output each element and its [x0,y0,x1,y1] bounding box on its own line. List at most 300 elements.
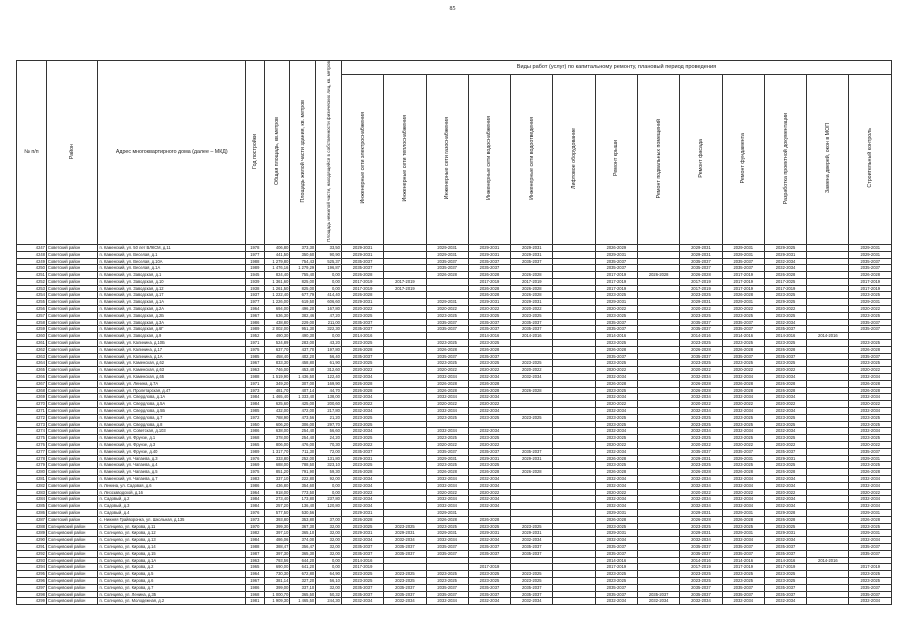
cell-work-period: 2032-2034 [638,598,680,605]
cell-year: 1968 [246,435,265,442]
cell-work-period: 2026-2028 [426,272,468,279]
cell-work-period [807,428,849,435]
cell-year: 1984 [246,496,265,503]
cell-district: Советский район [46,489,98,496]
cell-work-period: 2029-2031 [722,251,764,258]
cell-nonresidential-area: 32,00 [316,523,342,530]
cell-work-period: 2029-2031 [849,509,892,516]
cell-work-period [553,299,595,306]
cell-work-period [553,503,595,510]
cell-residential-area: 1 465,50 [290,598,316,605]
cell-nonresidential-area: 138,00 [316,394,342,401]
cell-work-period: 2023-2025 [595,312,637,319]
cell-work-period: 2026-2028 [849,387,892,394]
cell-num: 4266 [17,374,47,381]
cell-year: 1983 [246,476,265,483]
cell-num: 4287 [17,516,47,523]
cell-work-period: 2029-2031 [849,251,892,258]
cell-nonresidential-area: 43,20 [316,340,342,347]
table-row [17,340,892,347]
cell-work-period: 2029-2031 [764,251,806,258]
cell-work-period: 2017-2019 [722,272,764,279]
cell-work-period: 2032-2034 [722,496,764,503]
cell-address: п. Каменский, ул. Заводская, д.10 [98,278,246,285]
cell-num: 4280 [17,469,47,476]
cell-work-period: 2023-2025 [849,292,892,299]
cell-work-period: 2032-2034 [341,394,383,401]
cell-work-period: 2035-2037 [764,550,806,557]
cell-district: Советский район [46,469,98,476]
cell-work-period: 2026-2028 [341,346,383,353]
cell-work-period: 2023-2025 [595,387,637,394]
cell-work-period [426,278,468,285]
cell-work-period [807,380,849,387]
cell-total-area: 378,00 [264,435,290,442]
cell-work-period: 2020-2022 [595,489,637,496]
cell-work-period [807,374,849,381]
cell-work-period: 2023-2025 [426,414,468,421]
cell-work-period: 2023-2025 [680,292,722,299]
cell-total-area: 458,40 [264,353,290,360]
cell-work-period: 2035-2037 [341,326,383,333]
col-header-work-10: Ремонт фундамента [722,74,764,244]
cell-work-period: 2020-2022 [426,306,468,313]
cell-nonresidential-area: 0,00 [316,557,342,564]
cell-num: 4259 [17,326,47,333]
cell-work-period: 2023-2025 [764,414,806,421]
cell-work-period: 2026-2028 [722,380,764,387]
cell-work-period: 2020-2022 [764,367,806,374]
cell-work-period: 2023-2025 [849,435,892,442]
cell-work-period: 2032-2034 [849,496,892,503]
cell-num: 4254 [17,292,47,299]
cell-work-period [553,442,595,449]
cell-address: п. Каменский, ул. Заводская, д.6Г [98,326,246,333]
cell-work-period: 2029-2031 [764,530,806,537]
cell-work-period: 2035-2037 [426,265,468,272]
cell-residential-area: 402,20 [290,353,316,360]
cell-year: 1964 [246,306,265,313]
cell-work-period: 2026-2028 [595,455,637,462]
cell-work-period: 2023-2025 [722,435,764,442]
cell-work-period [511,503,553,510]
cell-work-period: 2023-2025 [849,340,892,347]
cell-work-period: 2035-2037 [595,319,637,326]
cell-work-period [807,340,849,347]
cell-work-period: 2026-2029 [595,244,637,251]
cell-work-period [426,285,468,292]
cell-work-period [553,312,595,319]
cell-work-period: 2035-2037 [722,448,764,455]
cell-work-period: 2026-2028 [849,469,892,476]
cell-num: 4276 [17,442,47,449]
cell-work-period: 2035-2037 [849,265,892,272]
cell-district: Советский район [46,285,98,292]
cell-work-period [511,428,553,435]
cell-work-period: 2032-2034 [384,598,426,605]
cell-work-period: 2026-2028 [764,346,806,353]
cell-district: Советский район [46,360,98,367]
cell-nonresidential-area: 0,00 [316,272,342,279]
cell-work-period: 2023-2025 [511,414,553,421]
cell-address: п. Каменский, ул. Чапаева, д.5 [98,469,246,476]
cell-work-period: 2017-2019 [680,278,722,285]
cell-nonresidential-area: 217,80 [316,408,342,415]
cell-work-period: 2032-2034 [680,374,722,381]
table-row [17,272,892,279]
cell-residential-area: 825,00 [290,285,316,292]
cell-work-period: 2035-2037 [849,591,892,598]
cell-work-period [807,435,849,442]
table-row [17,360,892,367]
cell-work-period: 2017-2019 [595,272,637,279]
cell-district: Советский район [46,374,98,381]
cell-work-period: 2023-2025 [764,462,806,469]
cell-work-period [638,251,680,258]
cell-work-period: 2026-2028 [680,469,722,476]
cell-work-period: 2032-2034 [722,537,764,544]
cell-work-period: 2032-2034 [680,428,722,435]
cell-district: Солнцевский район [46,564,98,571]
cell-district: Советский район [46,312,98,319]
cell-work-period [553,387,595,394]
cell-work-period: 2035-2037 [384,584,426,591]
cell-work-period: 2035-2037 [468,448,510,455]
cell-work-period: 2035-2037 [680,591,722,598]
cell-num: 4283 [17,489,47,496]
cell-district: Солнцевский район [46,571,98,578]
cell-total-area: 636,30 [264,312,290,319]
works-super-header: Виды работ (услуг) по капитальному ремонту, плановый период проведения [341,61,891,75]
cell-work-period: 2020-2022 [764,306,806,313]
cell-num: 4263 [17,353,47,360]
cell-address: п. Каменский, ул. Ленина, д.7А [98,380,246,387]
cell-work-period: 2032-2034 [468,482,510,489]
cell-work-period: 2035-2037 [468,591,510,598]
cell-work-period: 2032-2034 [468,374,510,381]
cell-work-period: 2035-2037 [511,258,553,265]
cell-work-period: 2020-2022 [722,401,764,408]
cell-year: 1965 [246,442,265,449]
cell-work-period [384,401,426,408]
cell-num: 4293 [17,557,47,564]
cell-address: п. Каменский, ул. Пролетарская, д.47 [98,387,246,394]
cell-work-period [807,285,849,292]
cell-work-period: 2032-2034 [595,448,637,455]
cell-work-period: 2035-2037 [680,319,722,326]
cell-work-period: 2032-2034 [468,476,510,483]
cell-work-period [426,333,468,340]
cell-num: 4296 [17,577,47,584]
cell-work-period [553,428,595,435]
cell-total-area: 1 261,50 [264,285,290,292]
cell-residential-area: 356,47 [290,543,316,550]
cell-work-period: 2017-2019 [764,564,806,571]
cell-work-period: 2032-2034 [595,408,637,415]
cell-num: 4250 [17,265,47,272]
cell-work-period [426,557,468,564]
cell-total-area: 486,06 [264,537,290,544]
cell-residential-area: 791,90 [290,469,316,476]
cell-work-period: 2035-2037 [511,543,553,550]
cell-total-area: 1 000,70 [264,591,290,598]
cell-work-period [384,346,426,353]
cell-work-period: 2026-2028 [680,380,722,387]
cell-work-period: 2032-2034 [468,408,510,415]
cell-year: 1972 [246,414,265,421]
cell-work-period: 2023-2025 [764,421,806,428]
cell-work-period [807,543,849,550]
cell-num: 4298 [17,591,47,598]
cell-work-period [384,272,426,279]
cell-work-period: 2029-2025 [764,244,806,251]
cell-work-period: 2035-2037 [764,543,806,550]
cell-nonresidential-area: 606,60 [316,299,342,306]
cell-work-period [384,557,426,564]
cell-work-period [384,333,426,340]
cell-work-period: 2023-2025 [764,523,806,530]
cell-work-period [638,469,680,476]
cell-work-period [807,496,849,503]
cell-address: п. Каменский, ул. Заводская, д.1 [98,272,246,279]
cell-work-period [553,374,595,381]
cell-work-period: 2026-2028 [341,516,383,523]
cell-work-period [638,408,680,415]
cell-total-area: 397,10 [264,530,290,537]
cell-work-period: 2014-2016 [722,557,764,564]
cell-work-period [553,265,595,272]
cell-work-period: 2035-2037 [680,265,722,272]
cell-work-period: 2026-2028 [341,292,383,299]
cell-work-period [553,319,595,326]
cell-work-period: 2035-2037 [722,258,764,265]
cell-work-period: 2032-2034 [764,258,806,265]
cell-year: 1952 [246,333,265,340]
cell-year: 1986 [246,319,265,326]
table-row [17,306,892,313]
cell-num: 4273 [17,421,47,428]
cell-year: 1986 [246,428,265,435]
cell-work-period [553,258,595,265]
cell-district: Советский район [46,476,98,483]
cell-work-period: 2020-2022 [341,367,383,374]
cell-residential-area: 773,50 [290,489,316,496]
table-row [17,523,892,530]
cell-work-period: 2035-2037 [468,319,510,326]
cell-work-period: 2020-2022 [849,367,892,374]
cell-work-period: 2032-2034 [426,503,468,510]
cell-work-period: 2020-2022 [341,442,383,449]
cell-work-period: 2029-2031 [680,509,722,516]
cell-work-period [807,462,849,469]
cell-address: п. Каменский, ул. 50 лет ВЛКСМ, д.11 [98,244,246,251]
cell-work-period: 2032-2034 [680,482,722,489]
cell-nonresidential-area: 59,30 [316,469,342,476]
cell-work-period: 2029-2031 [341,455,383,462]
cell-work-period: 2029-2031 [722,244,764,251]
cell-work-period: 2029-2031 [511,530,553,537]
cell-work-period [638,577,680,584]
cell-year: 1986 [246,584,265,591]
cell-work-period: 2020-2022 [849,489,892,496]
cell-work-period [638,292,680,299]
cell-work-period [807,516,849,523]
cell-work-period: 2023-2025 [426,577,468,584]
cell-work-period: 2026-2028 [468,292,510,299]
cell-total-area: 824,40 [264,272,290,279]
col-header-work-1: Инженерные сети электроснабжения [341,74,383,244]
cell-work-period: 2035-2037 [595,258,637,265]
cell-nonresidential-area: 0,00 [316,482,342,489]
cell-district: Советский район [46,319,98,326]
cell-work-period: 2023-2025 [764,312,806,319]
table-row [17,462,892,469]
cell-work-period: 2035-2037 [511,591,553,598]
cell-work-period: 2020-2022 [849,442,892,449]
cell-district: Советский район [46,244,98,251]
cell-work-period: 2026-2028 [511,387,553,394]
cell-work-period: 2035-2037 [341,584,383,591]
cell-work-period: 2035-2037 [511,326,553,333]
cell-work-period: 2035-2037 [426,448,468,455]
cell-year: 1971 [246,340,265,347]
cell-work-period: 2026-2028 [849,380,892,387]
cell-nonresidential-area: 32,00 [316,543,342,550]
cell-address: п. Каменский, ул. Свердлова, д.5Б [98,408,246,415]
cell-work-period: 2014-2016 [807,557,849,564]
cell-work-period [638,523,680,530]
cell-district: Советский район [46,421,98,428]
cell-nonresidential-area: 196,87 [316,265,342,272]
cell-district: Советский район [46,380,98,387]
cell-num: 4270 [17,401,47,408]
cell-work-period: 2032-2034 [680,394,722,401]
cell-work-period: 2032-2034 [426,408,468,415]
cell-work-period [553,455,595,462]
cell-work-period: 2026-2028 [511,272,553,279]
table-row [17,516,892,523]
cell-residential-area: 136,40 [290,503,316,510]
cell-work-period [511,421,553,428]
cell-year: 1967 [246,312,265,319]
cell-num: 4247 [17,244,47,251]
cell-work-period: 2032-2034 [595,476,637,483]
cell-nonresidential-area: 312,60 [316,367,342,374]
cell-work-period: 2017-2019 [595,278,637,285]
cell-address: п. Солнцево, ул. Кирова, д.6 [98,577,246,584]
cell-total-area: 1 476,16 [264,265,290,272]
cell-work-period: 2023-2025 [849,523,892,530]
cell-work-period: 2023-2025 [426,462,468,469]
cell-work-period: 2035-2037 [722,319,764,326]
cell-work-period [638,509,680,516]
cell-nonresidential-area: 0,00 [316,278,342,285]
cell-work-period: 2020-2022 [426,401,468,408]
cell-work-period [384,258,426,265]
cell-work-period: 2023-2025 [341,571,383,578]
cell-work-period [638,387,680,394]
cell-total-area: 1 519,90 [264,374,290,381]
cell-work-period: 2014-2016 [722,333,764,340]
cell-address: п. Каменский, ул. Заводская, д.17 [98,292,246,299]
cell-work-period [849,333,892,340]
cell-work-period [426,421,468,428]
cell-year: 1964 [246,489,265,496]
cell-work-period: 2035-2037 [595,550,637,557]
cell-work-period [384,319,426,326]
cell-work-period [807,319,849,326]
col-header-work-5: Инженерные сети водоотведения [511,74,553,244]
cell-work-period: 2035-2037 [849,319,892,326]
cell-work-period: 2020-2022 [722,489,764,496]
cell-total-area: 432,00 [264,408,290,415]
cell-work-period [384,312,426,319]
cell-address: п. Солнцево, ул. Кирова, д.15 [98,550,246,557]
cell-residential-area: 350,60 [290,251,316,258]
cell-residential-area: 754,43 [290,258,316,265]
cell-work-period: 2032-2034 [849,428,892,435]
cell-work-period [638,496,680,503]
cell-work-period: 2023-2025 [595,360,637,367]
cell-work-period [511,557,553,564]
cell-year: 1967 [246,360,265,367]
cell-work-period: 2023-2025 [595,462,637,469]
cell-work-period: 2023-2025 [722,577,764,584]
cell-total-area: 637,70 [264,346,290,353]
cell-work-period: 2017-2019 [341,564,383,571]
cell-work-period [638,584,680,591]
cell-total-area: 393,80 [264,516,290,523]
cell-work-period: 2035-2037 [764,326,806,333]
cell-work-period [384,326,426,333]
cell-work-period [638,557,680,564]
cell-work-period: 2035-2037 [849,326,892,333]
cell-work-period [807,299,849,306]
cell-work-period: 2029-2031 [849,299,892,306]
col-header-work-3: Инженерные сети газоснабжения [426,74,468,244]
cell-work-period: 2032-2034 [595,503,637,510]
cell-work-period: 2032-2034 [722,394,764,401]
cell-residential-area: 711,30 [290,448,316,455]
cell-work-period: 2032-2034 [426,476,468,483]
table-row [17,482,892,489]
cell-address: п. Солнцево, ул. Кирова, д.14 [98,543,246,550]
table-body [17,244,892,604]
cell-residential-area: 951,30 [290,326,316,333]
cell-work-period: 2035-2037 [341,353,383,360]
cell-work-period [807,265,849,272]
cell-work-period: 2035-2037 [722,326,764,333]
cell-work-period [638,462,680,469]
cell-nonresidential-area: 92,00 [316,476,342,483]
cell-work-period: 2032-2034 [341,428,383,435]
cell-nonresidential-area [316,509,342,516]
cell-residential-area: 365,30 [290,550,316,557]
cell-work-period [849,557,892,564]
cell-district: Советский район [46,278,98,285]
cell-work-period: 2032-2034 [341,408,383,415]
cell-work-period: 2032-2034 [468,394,510,401]
cell-work-period: 2026-2028 [468,380,510,387]
cell-work-period: 2023-2025 [722,340,764,347]
cell-work-period: 2017-2019 [511,278,553,285]
cell-work-period [553,584,595,591]
cell-work-period: 2029-2031 [722,299,764,306]
cell-work-period [807,571,849,578]
cell-address: п. Солнцево, ул. Кирова, д.7 [98,584,246,591]
table-row [17,598,892,605]
cell-work-period: 2032-2034 [595,482,637,489]
